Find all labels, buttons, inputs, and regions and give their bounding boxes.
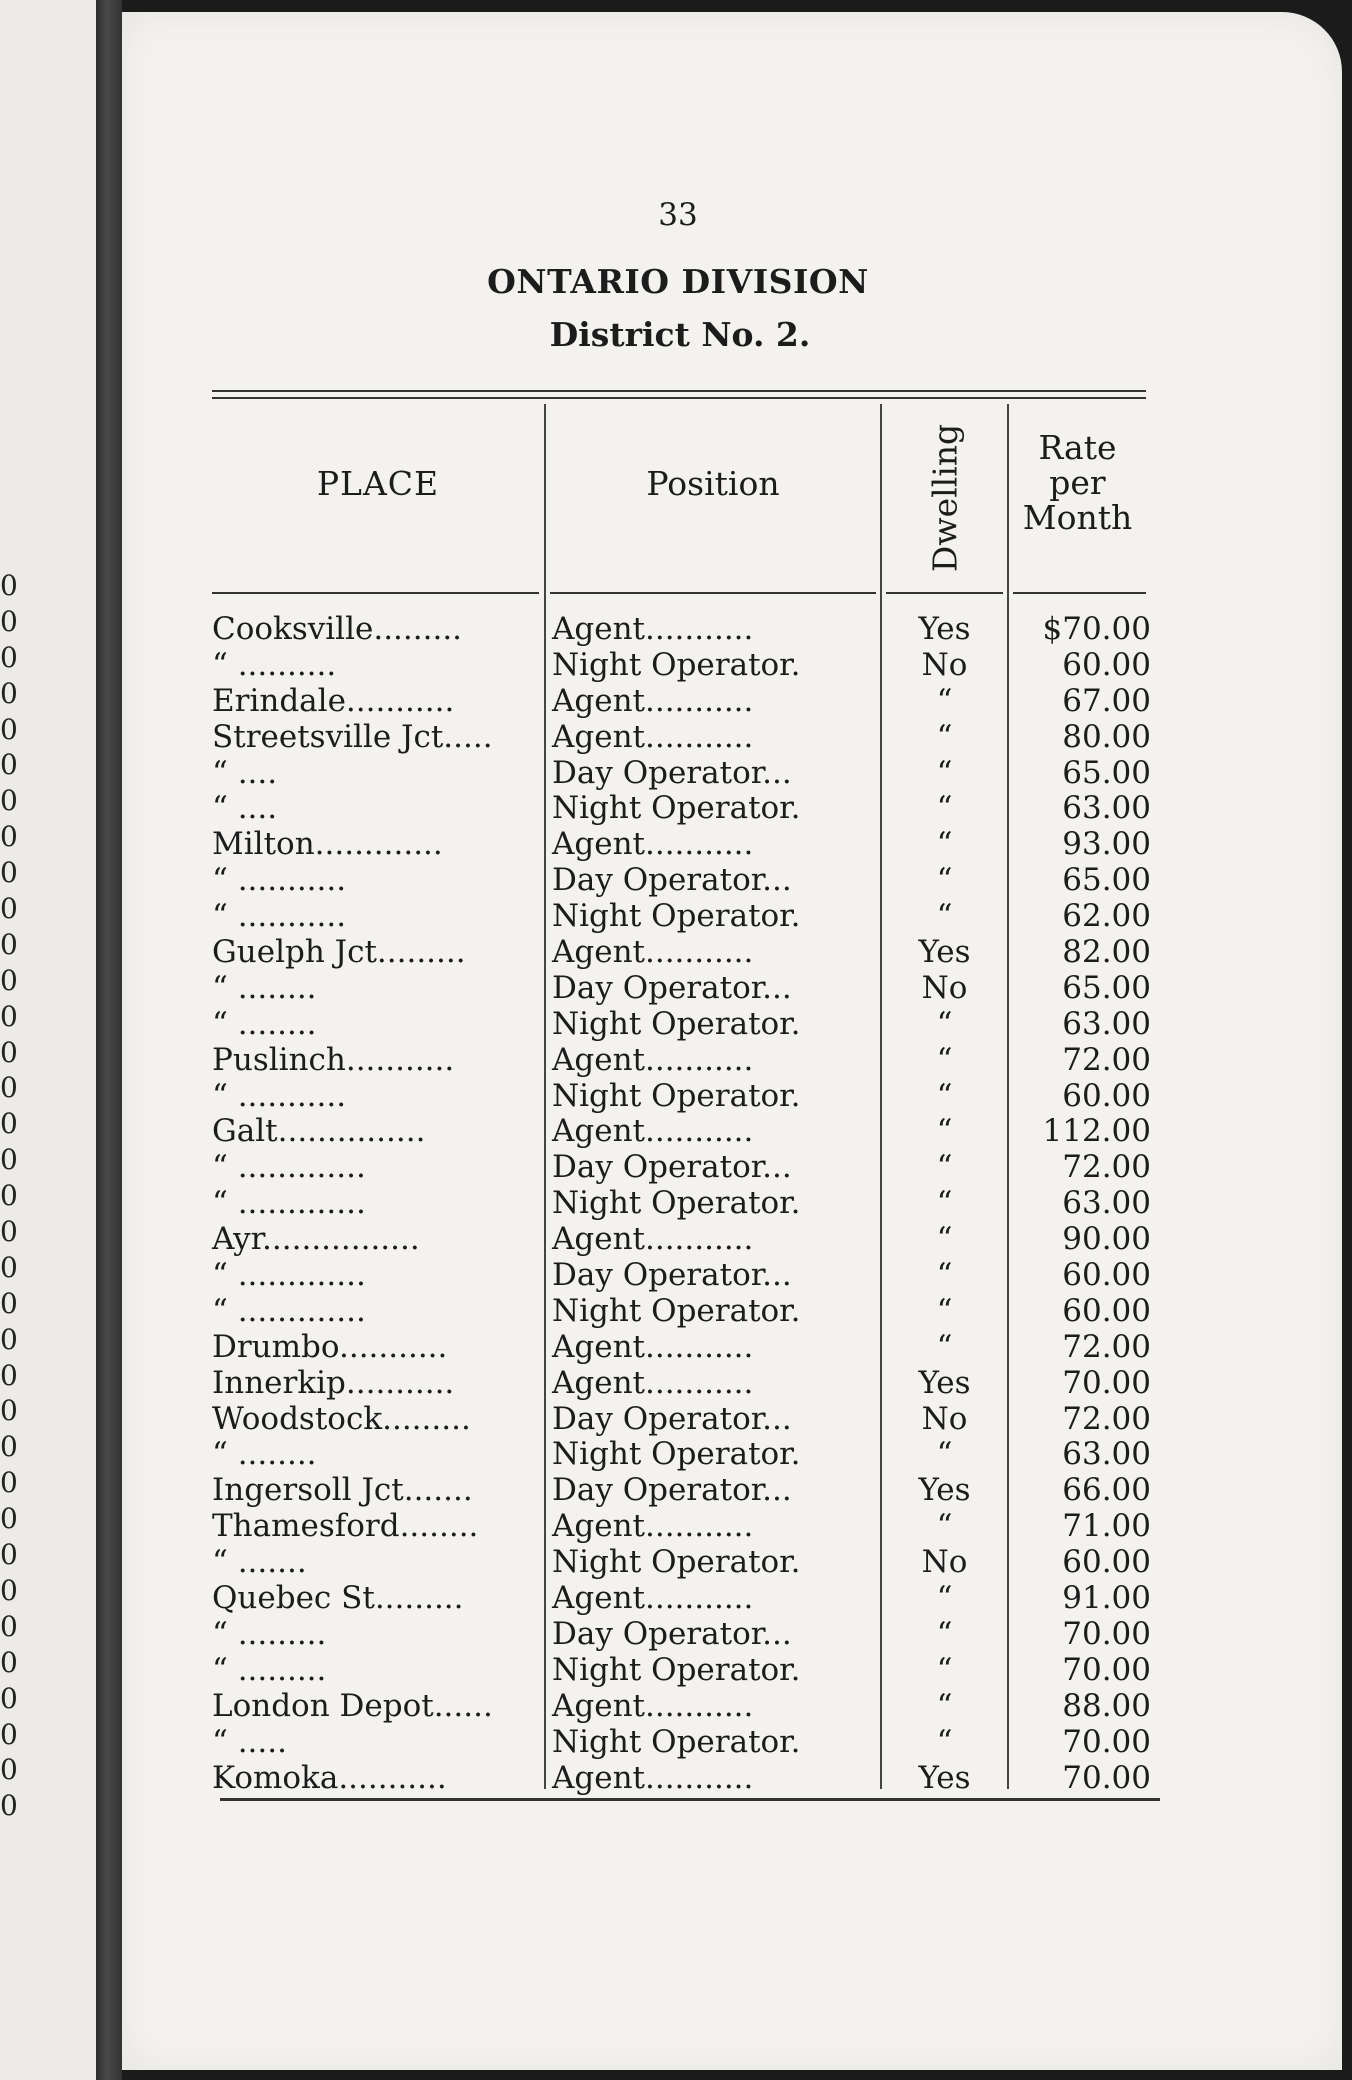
cell-place: “ ....... [212, 1544, 307, 1581]
cell-dwelling: “ [936, 1328, 953, 1365]
cell-rate: 91.00 [1062, 1580, 1151, 1617]
cell-position: Agent........... [552, 1687, 754, 1724]
table-row [212, 1079, 1212, 1115]
cell-position: Day Operator... [552, 1615, 792, 1652]
cell-position: Agent........... [552, 718, 754, 755]
facing-page-glyph: 0 [0, 1789, 18, 1823]
cell-position: Agent........... [552, 826, 754, 863]
facing-page-glyph: 0 [0, 1753, 18, 1787]
cell-rate: 72.00 [1062, 1328, 1151, 1365]
facing-page-glyph: 0 [0, 963, 18, 997]
facing-page-glyph: 0 [0, 927, 18, 961]
cell-place: Woodstock......... [212, 1400, 471, 1437]
cell-rate: 90.00 [1062, 1221, 1151, 1258]
column-header-dwelling [882, 404, 1007, 592]
cell-rate: 63.00 [1062, 1005, 1151, 1042]
facing-page-glyph: 0 [0, 1502, 18, 1536]
table-row [212, 1402, 1212, 1438]
facing-page-glyph: 0 [0, 1322, 18, 1356]
cell-dwelling: “ [936, 1221, 953, 1258]
cell-position: Night Operator. [552, 1723, 801, 1760]
table-row [212, 1545, 1212, 1581]
cell-dwelling: “ [936, 1615, 953, 1652]
cell-position: Agent........... [552, 1759, 754, 1796]
cell-dwelling: “ [936, 1436, 953, 1473]
cell-position: Night Operator. [552, 790, 801, 827]
cell-place: Galt............... [212, 1113, 426, 1150]
cell-rate: 70.00 [1062, 1651, 1151, 1688]
cell-rate: 63.00 [1062, 1185, 1151, 1222]
cell-position: Agent........... [552, 934, 754, 971]
table-row [212, 1761, 1212, 1797]
facing-page-glyph: 0 [0, 1430, 18, 1464]
cell-place: Thamesford........ [212, 1508, 479, 1545]
facing-page-glyph: 0 [0, 1681, 18, 1715]
cell-place: “ ........ [212, 1005, 317, 1042]
cell-position: Night Operator. [552, 1436, 801, 1473]
facing-page-glyph: 0 [0, 1573, 18, 1607]
table-row [212, 1043, 1212, 1079]
table-row [212, 720, 1212, 756]
cell-position: Day Operator... [552, 969, 792, 1006]
cell-rate: 60.00 [1062, 1257, 1151, 1294]
cell-rate: $70.00 [1042, 611, 1151, 647]
header-rule [212, 592, 539, 594]
cell-rate: 65.00 [1062, 862, 1151, 899]
cell-place: Innerkip........... [212, 1364, 455, 1401]
cell-position: Agent........... [552, 1221, 754, 1258]
cell-place: “ .... [212, 754, 278, 791]
table-row [212, 791, 1212, 827]
cell-position: Night Operator. [552, 1292, 801, 1329]
cell-position: Day Operator... [552, 754, 792, 791]
table-body [212, 612, 1212, 1796]
cell-dwelling: “ [936, 1149, 953, 1186]
cell-rate: 60.00 [1062, 1544, 1151, 1581]
cell-place: “ ............. [212, 1257, 366, 1294]
cell-position: Night Operator. [552, 898, 801, 935]
cell-dwelling: “ [936, 1257, 953, 1294]
cell-dwelling: “ [936, 682, 953, 719]
facing-page-glyph: 0 [0, 1215, 18, 1249]
cell-position: Day Operator... [552, 1400, 792, 1437]
facing-page-glyph: 0 [0, 604, 18, 638]
cell-dwelling: “ [936, 1041, 953, 1078]
cell-dwelling: “ [936, 826, 953, 863]
cell-position: Night Operator. [552, 646, 801, 683]
cell-place: “ ........... [212, 1077, 347, 1114]
table-row [212, 1114, 1212, 1150]
cell-place: London Depot...... [212, 1687, 493, 1724]
facing-page [0, 0, 96, 2080]
cell-rate: 60.00 [1062, 1292, 1151, 1329]
cell-place: “ .......... [212, 646, 337, 683]
cell-position: Agent........... [552, 1113, 754, 1150]
cell-dwelling: “ [936, 754, 953, 791]
facing-page-glyph: 0 [0, 1071, 18, 1105]
cell-dwelling: Yes [918, 1759, 971, 1796]
facing-page-glyph: 0 [0, 1035, 18, 1069]
cell-rate: 70.00 [1062, 1723, 1151, 1760]
cell-dwelling: “ [936, 1292, 953, 1329]
page-subtitle: District No. 2. [549, 315, 811, 354]
table-row [212, 863, 1212, 899]
cell-dwelling: Yes [918, 1472, 971, 1509]
cell-place: “ ........... [212, 898, 347, 935]
facing-page-glyph: 0 [0, 1250, 18, 1284]
cell-place: “ ............. [212, 1149, 366, 1186]
cell-rate: 72.00 [1062, 1149, 1151, 1186]
table-row [212, 648, 1212, 684]
table-row [212, 1366, 1212, 1402]
cell-place: “ ........ [212, 969, 317, 1006]
facing-page-glyph: 0 [0, 892, 18, 926]
cell-dwelling: “ [936, 1580, 953, 1617]
cell-dwelling: Yes [918, 1364, 971, 1401]
cell-rate: 72.00 [1062, 1400, 1151, 1437]
cell-dwelling: “ [936, 790, 953, 827]
cell-position: Night Operator. [552, 1651, 801, 1688]
header-rule [1013, 592, 1146, 594]
facing-page-glyph: 0 [0, 1717, 18, 1751]
table-row [212, 1437, 1212, 1473]
table-row [212, 1330, 1212, 1366]
facing-page-glyph: 0 [0, 1609, 18, 1643]
cell-rate: 62.00 [1062, 898, 1151, 935]
cell-rate: 71.00 [1062, 1508, 1151, 1545]
facing-page-glyph: 0 [0, 676, 18, 710]
cell-position: Agent........... [552, 1580, 754, 1617]
table-row [212, 1653, 1212, 1689]
cell-place: “ ......... [212, 1651, 327, 1688]
facing-page-glyph: 0 [0, 999, 18, 1033]
table-row [212, 827, 1212, 863]
cell-rate: 82.00 [1062, 934, 1151, 971]
table-row [212, 1222, 1212, 1258]
cell-rate: 72.00 [1062, 1041, 1151, 1078]
cell-place: “ ........... [212, 862, 347, 899]
cell-position: Day Operator... [552, 1257, 792, 1294]
cell-place: Streetsville Jct..... [212, 718, 493, 755]
cell-place: Quebec St......... [212, 1580, 464, 1617]
cell-rate: 63.00 [1062, 790, 1151, 827]
cell-position: Agent........... [552, 1328, 754, 1365]
cell-position: Agent........... [552, 682, 754, 719]
table-row [212, 899, 1212, 935]
facing-page-glyph: 0 [0, 1466, 18, 1500]
facing-page-glyph: 0 [0, 1143, 18, 1177]
cell-position: Agent........... [552, 1041, 754, 1078]
cell-position: Agent........... [552, 611, 754, 647]
cell-dwelling: “ [936, 1723, 953, 1760]
column-header-rate: Rate per Month [1022, 428, 1133, 537]
cell-dwelling: No [921, 1544, 968, 1581]
cell-position: Night Operator. [552, 1077, 801, 1114]
table-row [212, 1186, 1212, 1222]
cell-dwelling: No [921, 1400, 968, 1437]
cell-dwelling: “ [936, 1185, 953, 1222]
page-title: ONTARIO DIVISION [487, 262, 869, 301]
cell-dwelling: “ [936, 1687, 953, 1724]
cell-dwelling: Yes [918, 934, 971, 971]
cell-place: “ ............. [212, 1292, 366, 1329]
cell-rate: 112.00 [1042, 1113, 1151, 1150]
cell-place: “ .... [212, 790, 278, 827]
facing-page-text-edge [0, 568, 18, 1824]
cell-place: “ ......... [212, 1615, 327, 1652]
cell-place: Puslinch........... [212, 1041, 455, 1078]
header-rule [550, 592, 876, 594]
cell-position: Day Operator... [552, 1472, 792, 1509]
cell-rate: 93.00 [1062, 826, 1151, 863]
facing-page-glyph: 0 [0, 640, 18, 674]
cell-rate: 60.00 [1062, 646, 1151, 683]
header-rule [886, 592, 1003, 594]
cell-position: Agent........... [552, 1508, 754, 1545]
cell-dwelling: “ [936, 1651, 953, 1688]
facing-page-glyph: 0 [0, 712, 18, 746]
cell-position: Day Operator... [552, 862, 792, 899]
cell-dwelling: “ [936, 1508, 953, 1545]
facing-page-glyph: 0 [0, 1358, 18, 1392]
facing-page-glyph: 0 [0, 1394, 18, 1428]
facing-page-glyph: 0 [0, 569, 18, 602]
table-row [212, 756, 1212, 792]
table-row [212, 1007, 1212, 1043]
cell-dwelling: “ [936, 1005, 953, 1042]
facing-page-glyph: 0 [0, 1107, 18, 1141]
table-row [212, 1509, 1212, 1545]
cell-position: Day Operator... [552, 1149, 792, 1186]
cell-place: “ ..... [212, 1723, 287, 1760]
table-row [212, 935, 1212, 971]
cell-dwelling: “ [936, 898, 953, 935]
column-header-dwelling-label: Dwelling [925, 423, 964, 573]
table-row [212, 1725, 1212, 1761]
facing-page-glyph: 0 [0, 784, 18, 818]
cell-rate: 63.00 [1062, 1436, 1151, 1473]
facing-page-glyph: 0 [0, 748, 18, 782]
cell-rate: 88.00 [1062, 1687, 1151, 1724]
facing-page-glyph: 0 [0, 1645, 18, 1679]
table-row [212, 1473, 1212, 1509]
table-top-rule [212, 390, 1146, 399]
cell-rate: 70.00 [1062, 1364, 1151, 1401]
cell-rate: 67.00 [1062, 682, 1151, 719]
facing-page-glyph: 0 [0, 856, 18, 890]
table-row [212, 684, 1212, 720]
table-row [212, 1689, 1212, 1725]
cell-position: Night Operator. [552, 1005, 801, 1042]
cell-place: Cooksville......... [212, 611, 463, 647]
cell-rate: 65.00 [1062, 754, 1151, 791]
facing-page-glyph: 0 [0, 1179, 18, 1213]
facing-page-glyph: 0 [0, 1538, 18, 1572]
cell-dwelling: No [921, 646, 968, 683]
cell-position: Night Operator. [552, 1544, 801, 1581]
cell-rate: 70.00 [1062, 1759, 1151, 1796]
cell-place: Milton............. [212, 826, 443, 863]
cell-place: “ ............. [212, 1185, 366, 1222]
cell-dwelling: “ [936, 1077, 953, 1114]
table-bottom-rule [220, 1798, 1160, 1801]
document-page [122, 12, 1342, 2070]
cell-rate: 65.00 [1062, 969, 1151, 1006]
table-row [212, 1258, 1212, 1294]
book-spine [96, 0, 122, 2080]
cell-place: “ ........ [212, 1436, 317, 1473]
cell-rate: 80.00 [1062, 718, 1151, 755]
cell-position: Agent........... [552, 1364, 754, 1401]
table-row [212, 971, 1212, 1007]
cell-place: Drumbo........... [212, 1328, 448, 1365]
cell-dwelling: “ [936, 862, 953, 899]
cell-dwelling: Yes [918, 611, 971, 647]
column-header-position: Position [646, 464, 780, 503]
cell-position: Night Operator. [552, 1185, 801, 1222]
cell-dwelling: “ [936, 1113, 953, 1150]
table-row [212, 1294, 1212, 1330]
table-row [212, 1581, 1212, 1617]
facing-page-glyph: 0 [0, 820, 18, 854]
table-row [212, 1150, 1212, 1186]
table-row [212, 1617, 1212, 1653]
cell-rate: 60.00 [1062, 1077, 1151, 1114]
column-header-place: PLACE [316, 464, 440, 503]
cell-place: Erindale........... [212, 682, 455, 719]
facing-page-glyph: 0 [0, 1286, 18, 1320]
cell-place: Guelph Jct......... [212, 934, 466, 971]
cell-rate: 66.00 [1062, 1472, 1151, 1509]
cell-rate: 70.00 [1062, 1615, 1151, 1652]
table-row [212, 612, 1212, 648]
page-number: 33 [658, 197, 698, 233]
cell-place: Ayr................ [212, 1221, 420, 1258]
cell-dwelling: “ [936, 718, 953, 755]
cell-place: Ingersoll Jct....... [212, 1472, 473, 1509]
cell-dwelling: No [921, 969, 968, 1006]
cell-place: Komoka........... [212, 1759, 447, 1796]
